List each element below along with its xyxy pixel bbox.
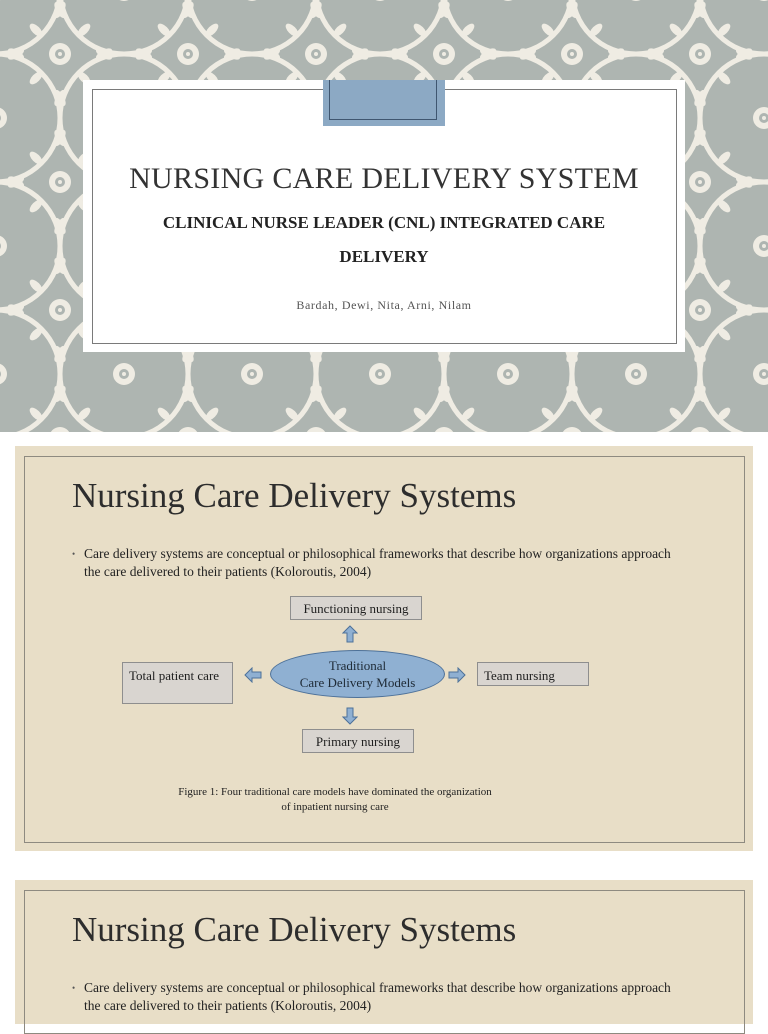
- figure-caption-line2: of inpatient nursing care: [281, 801, 389, 813]
- slide1-title: NURSING CARE DELIVERY SYSTEM: [129, 162, 639, 195]
- diagram-box-team: Team nursing: [477, 662, 589, 686]
- figure-caption: [115, 785, 555, 815]
- slide2-bullet: [72, 545, 682, 581]
- diagram-box-total-patient: Total patient care: [122, 662, 233, 704]
- arrow-left-icon: [244, 667, 262, 683]
- arrow-up-icon: [342, 625, 358, 643]
- bullet-dot-icon: •: [72, 983, 76, 993]
- slide3-bullet: [72, 979, 682, 1015]
- title-tab-accent: [323, 80, 445, 126]
- title-tab-accent-inner: [329, 80, 437, 120]
- diagram-center-line1: Traditional: [328, 658, 387, 673]
- slide1-authors: Bardah, Dewi, Nita, Arni, Nilam: [296, 298, 472, 312]
- slide2-title: Nursing Care Delivery Systems: [72, 476, 517, 515]
- figure-caption-line1: Figure 1: Four traditional care models have dominated the organization: [178, 786, 492, 798]
- bullet-dot-icon: •: [72, 549, 76, 559]
- slide3-bullet-text: Care delivery systems are conceptual or philosophical frameworks that describe how organizations approach the care delivered to their patients (Koloroutis, 2004): [84, 980, 671, 1013]
- content-slide-3: [15, 880, 753, 1024]
- content-slide-2: [15, 446, 753, 851]
- slide1-subtitle: CLINICAL NURSE LEADER (CNL) INTEGRATED CARE DELIVERY: [162, 213, 606, 266]
- title-card: [83, 80, 685, 352]
- diagram-box-functioning: Functioning nursing: [290, 596, 422, 620]
- arrow-down-icon: [342, 707, 358, 725]
- diagram-box-primary: Primary nursing: [302, 729, 414, 753]
- diagram-center-ellipse: [270, 650, 445, 698]
- slide3-title: Nursing Care Delivery Systems: [72, 910, 517, 949]
- diagram-center-line2: Care Delivery Models: [299, 675, 416, 690]
- slide2-bullet-text: Care delivery systems are conceptual or philosophical frameworks that describe how organizations approach the care delivered to their patients (Koloroutis, 2004): [84, 546, 671, 579]
- arrow-right-icon: [448, 667, 466, 683]
- title-slide: [0, 0, 768, 432]
